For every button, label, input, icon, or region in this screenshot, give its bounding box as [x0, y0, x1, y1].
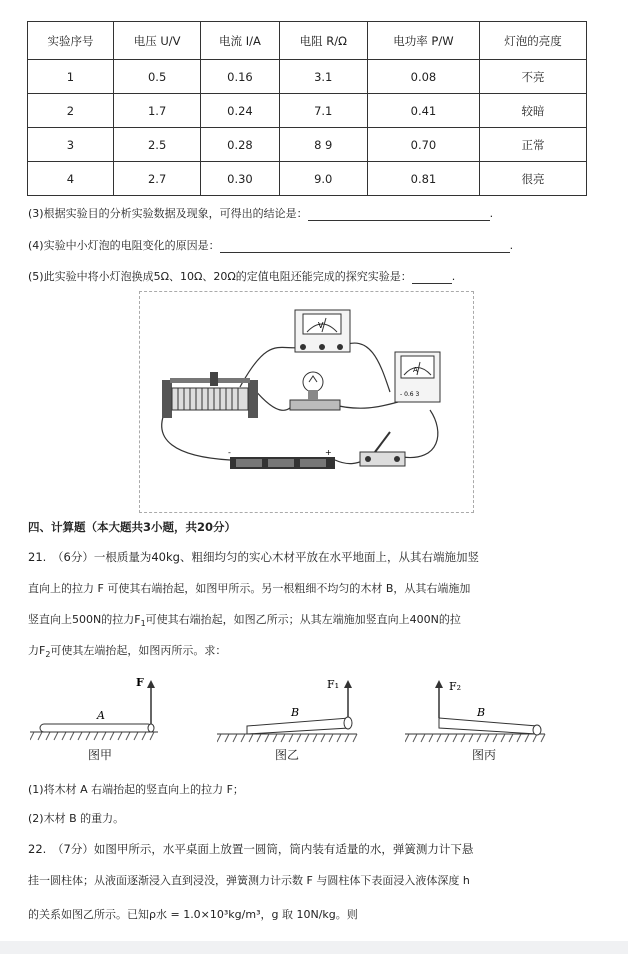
- problem-21-sub-1: (1)将木材 A 右端抬起的竖直向上的拉力 F；: [28, 783, 244, 796]
- table-cell: 9.0: [279, 162, 367, 196]
- table-row: [28, 60, 587, 94]
- problem-21-text: 可使其左端抬起，如图丙所示。求：: [50, 644, 227, 657]
- table-cell: 2.5: [113, 128, 200, 162]
- force-label: F: [136, 676, 144, 689]
- period: .: [509, 239, 514, 252]
- problem-21-line: [28, 642, 226, 659]
- problem-22-line: 挂一圆柱体；从液面逐渐浸入直到浸没，弹簧测力计示数 F 与圆柱体下表面浸入液体深度 h: [28, 874, 470, 887]
- battery-icon: [228, 448, 335, 469]
- circuit-drawing: [140, 292, 473, 512]
- log-figure-c: [405, 672, 555, 744]
- table-header-cell: 电阻 R/Ω: [279, 22, 367, 60]
- log-label: A: [97, 709, 105, 722]
- problem-21-text: 可使其右端抬起，如图乙所示；从其左端施加竖直向上400N的拉: [145, 613, 461, 626]
- answer-blank[interactable]: [308, 219, 490, 221]
- table-header-cell: 实验序号: [28, 22, 114, 60]
- question-3-text: (3)根据实验目的分析实验数据及现象，可得出的结论是：: [28, 207, 308, 220]
- table-cell: 很亮: [480, 162, 587, 196]
- period: .: [451, 270, 456, 283]
- problem-21-text: 力F: [28, 644, 46, 657]
- ammeter-terminals: - 0.6 3: [400, 391, 420, 398]
- battery-plus: +: [325, 448, 332, 457]
- table-cell: 0.70: [367, 128, 479, 162]
- table-cell: 正常: [480, 128, 587, 162]
- light-bulb-icon: [290, 372, 340, 410]
- table-row: [28, 162, 587, 196]
- log-label: B: [477, 706, 486, 719]
- subscript: 1: [140, 619, 146, 629]
- table-header-cell: 电压 U/V: [113, 22, 200, 60]
- table-header-row: [28, 22, 587, 60]
- log-figure-a: [30, 672, 170, 744]
- figure-caption: 图甲: [88, 748, 113, 762]
- table-cell: 0.08: [367, 60, 479, 94]
- subscript: 2: [45, 650, 51, 660]
- question-4-text: (4)实验中小灯泡的电阻变化的原因是：: [28, 239, 220, 252]
- table-cell: 8 9: [279, 128, 367, 162]
- table-row: [28, 128, 587, 162]
- table-header-cell: 电流 I/A: [201, 22, 279, 60]
- ammeter-icon: [395, 352, 440, 402]
- experiment-data-table: [27, 21, 587, 196]
- problem-21-line: 直向上的拉力 F 可使其右端抬起，如图甲所示。另一根粗细不均匀的木材 B，从其右端施加: [28, 582, 471, 595]
- problem-21-sub-2: (2)木材 B 的重力。: [28, 812, 125, 825]
- table-cell: 0.41: [367, 94, 479, 128]
- table-cell: 2.7: [113, 162, 200, 196]
- rheostat-icon: [162, 372, 258, 418]
- figure-b: [217, 672, 362, 748]
- ammeter-label: A: [413, 366, 418, 374]
- switch-icon[interactable]: [360, 432, 405, 466]
- figure-a: [30, 672, 170, 748]
- voltmeter-icon: [295, 310, 350, 352]
- problem-22-line: 的关系如图乙所示。已知ρ水 = 1.0×10³kg/m³，g 取 10N/kg。则: [28, 908, 358, 921]
- figure-caption: 图乙: [275, 748, 300, 762]
- table-cell: 不亮: [480, 60, 587, 94]
- question-3: [28, 205, 493, 221]
- problem-21-line: 21. （6分）一根质量为40kg、粗细均匀的实心木材平放在水平地面上，从其右端施加竖: [28, 550, 479, 564]
- table-cell: 0.30: [201, 162, 279, 196]
- table-cell: 4: [28, 162, 114, 196]
- figure-c: [405, 672, 555, 748]
- question-5-text: (5)此实验中将小灯泡换成5Ω、10Ω、20Ω的定值电阻还能完成的探究实验是：: [28, 270, 412, 283]
- table-cell: 3.1: [279, 60, 367, 94]
- table-cell: 0.5: [113, 60, 200, 94]
- table-header-cell: 灯泡的亮度: [480, 22, 587, 60]
- table-cell: 2: [28, 94, 114, 128]
- battery-minus: -: [228, 448, 231, 457]
- section-title: 四、计算题（本大题共3小题，共20分）: [28, 520, 237, 534]
- table-cell: 7.1: [279, 94, 367, 128]
- table-cell: 0.24: [201, 94, 279, 128]
- table-cell: 0.28: [201, 128, 279, 162]
- table-cell: 0.16: [201, 60, 279, 94]
- table-cell: 较暗: [480, 94, 587, 128]
- log-figure-b: [217, 672, 362, 744]
- force-label: F₂: [449, 680, 462, 693]
- circuit-diagram: [139, 291, 474, 513]
- problem-22-line: 22. （7分）如图甲所示，水平桌面上放置一圆筒，筒内装有适量的水，弹簧测力计下悬: [28, 842, 474, 856]
- table-cell: 1.7: [113, 94, 200, 128]
- table-cell: 1: [28, 60, 114, 94]
- question-5: [28, 268, 455, 284]
- table-cell: 0.81: [367, 162, 479, 196]
- problem-21-line: [28, 611, 461, 628]
- table-row: [28, 94, 587, 128]
- answer-blank[interactable]: [220, 251, 510, 253]
- table-header-cell: 电功率 P/W: [367, 22, 479, 60]
- voltmeter-label: V: [318, 321, 324, 330]
- page-footer-bar: [0, 941, 628, 954]
- answer-blank[interactable]: [412, 282, 452, 284]
- log-label: B: [291, 706, 300, 719]
- question-4: [28, 237, 513, 253]
- force-label: F₁: [327, 678, 340, 691]
- problem-21-text: 竖直向上500N的拉力F: [28, 613, 141, 626]
- figure-caption: 图丙: [472, 748, 497, 762]
- table-cell: 3: [28, 128, 114, 162]
- period: .: [489, 207, 494, 220]
